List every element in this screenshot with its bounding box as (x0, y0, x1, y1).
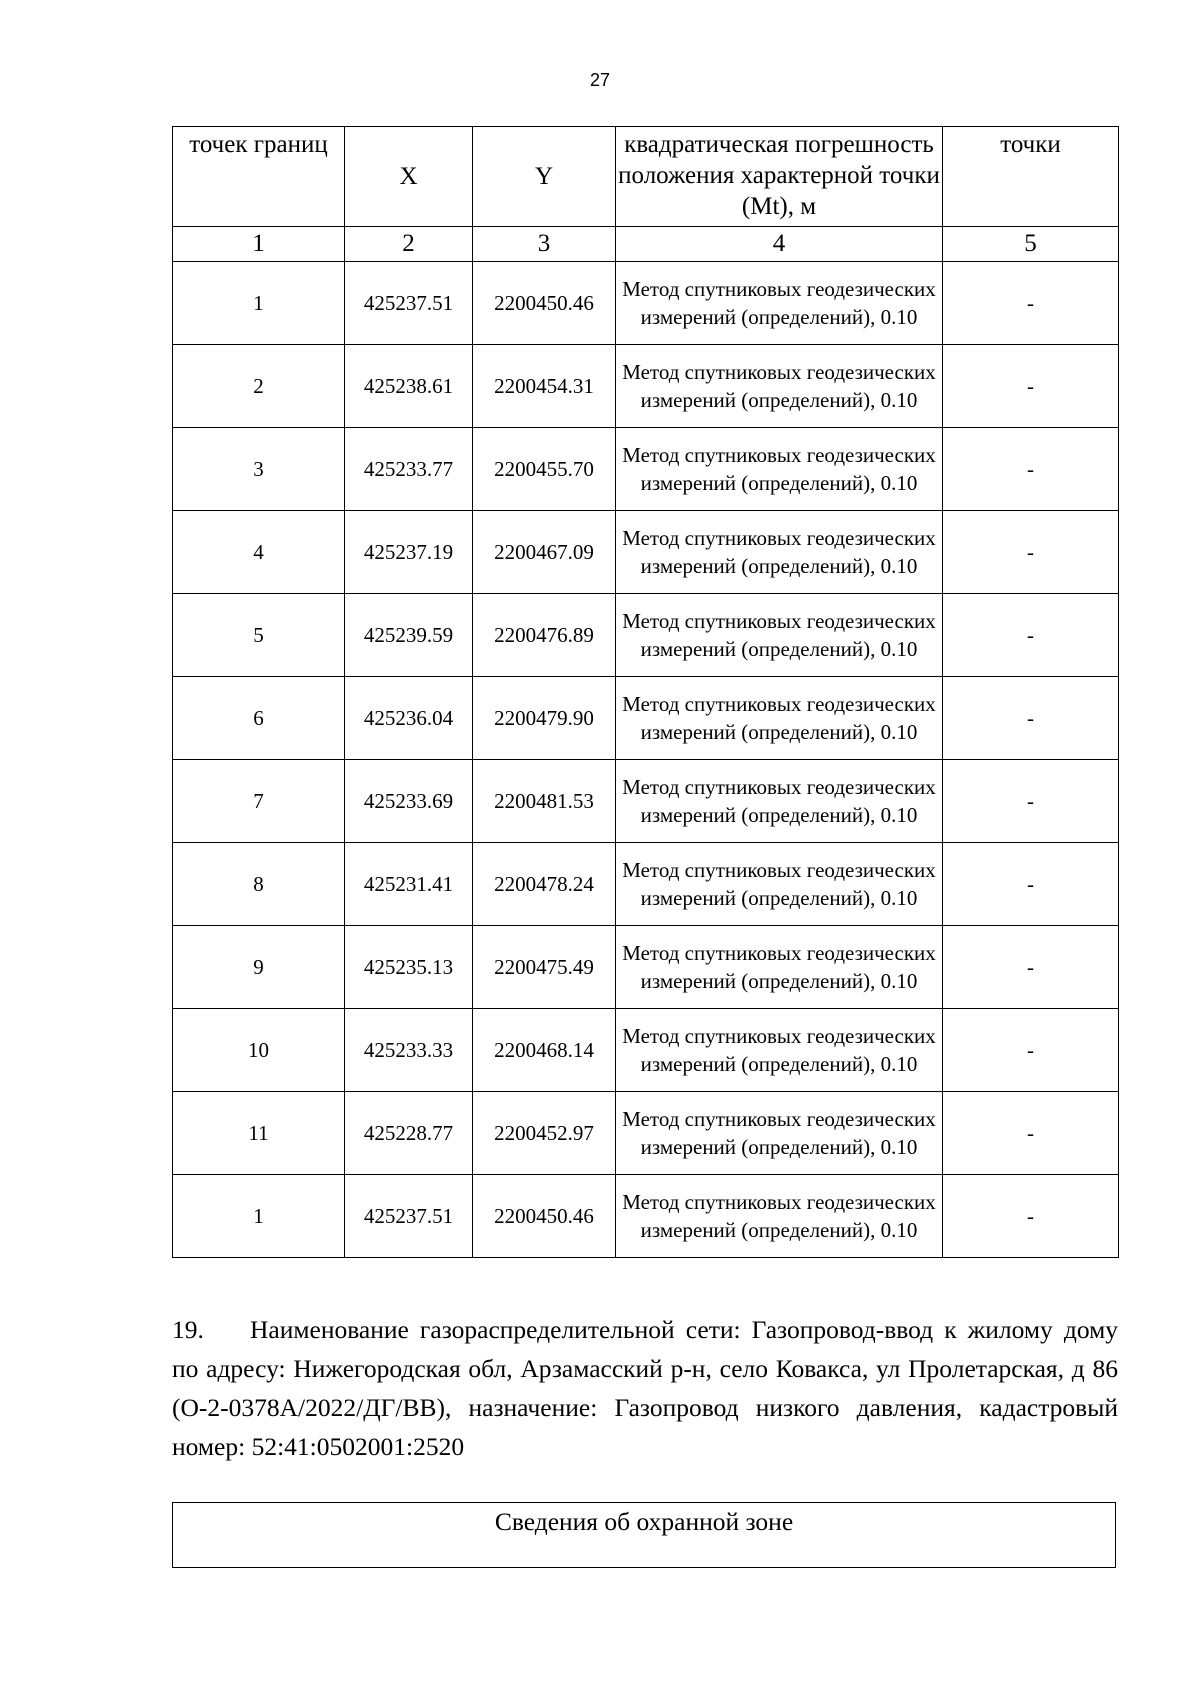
cell-note: - (943, 1175, 1119, 1258)
page-number: 27 (589, 70, 611, 90)
column-number: 2 (345, 227, 473, 262)
cell-y: 2200467.09 (473, 511, 616, 594)
cell-method: Метод спутниковых геодезических измерений (определений), 0.10 (616, 1092, 943, 1175)
cell-x: 425238.61 (345, 345, 473, 428)
cell-method: Метод спутниковых геодезических измерений (определений), 0.10 (616, 594, 943, 677)
table-header-row (173, 127, 1119, 227)
cell-point: 4 (173, 511, 345, 594)
cell-y: 2200475.49 (473, 926, 616, 1009)
cell-point: 1 (173, 262, 345, 345)
cell-y: 2200481.53 (473, 760, 616, 843)
cell-method: Метод спутниковых геодезических измерений (определений), 0.10 (616, 677, 943, 760)
cell-method: Метод спутниковых геодезических измерений (определений), 0.10 (616, 511, 943, 594)
cell-y: 2200450.46 (473, 262, 616, 345)
cell-note: - (943, 345, 1119, 428)
table-row (173, 345, 1119, 428)
cell-method: Метод спутниковых геодезических измерений (определений), 0.10 (616, 1009, 943, 1092)
cell-note: - (943, 594, 1119, 677)
cell-x: 425231.41 (345, 843, 473, 926)
cell-y: 2200455.70 (473, 428, 616, 511)
section-paragraph (172, 1310, 1118, 1466)
cell-point: 9 (173, 926, 345, 1009)
cell-method: Метод спутниковых геодезических измерений (определений), 0.10 (616, 760, 943, 843)
header-cell-x: X (345, 127, 473, 227)
cell-y: 2200478.24 (473, 843, 616, 926)
cell-y: 2200468.14 (473, 1009, 616, 1092)
cell-point: 8 (173, 843, 345, 926)
table-row (173, 926, 1119, 1009)
cell-method: Метод спутниковых геодезических измерений (определений), 0.10 (616, 345, 943, 428)
cell-y: 2200454.31 (473, 345, 616, 428)
cell-method: Метод спутниковых геодезических измерений (определений), 0.10 (616, 843, 943, 926)
cell-x: 425239.59 (345, 594, 473, 677)
column-number: 5 (943, 227, 1119, 262)
cell-y: 2200452.97 (473, 1092, 616, 1175)
column-number: 4 (616, 227, 943, 262)
cell-note: - (943, 1009, 1119, 1092)
cell-x: 425235.13 (345, 926, 473, 1009)
cell-point: 3 (173, 428, 345, 511)
column-number: 3 (473, 227, 616, 262)
cell-x: 425237.19 (345, 511, 473, 594)
cell-point: 5 (173, 594, 345, 677)
cell-method: Метод спутниковых геодезических измерений (определений), 0.10 (616, 926, 943, 1009)
cell-y: 2200479.90 (473, 677, 616, 760)
table-row (173, 428, 1119, 511)
cell-x: 425233.69 (345, 760, 473, 843)
cell-y: 2200476.89 (473, 594, 616, 677)
column-number: 1 (173, 227, 345, 262)
cell-x: 425233.77 (345, 428, 473, 511)
table-row (173, 843, 1119, 926)
coordinates-table (172, 126, 1119, 1258)
cell-x: 425228.77 (345, 1092, 473, 1175)
cell-point: 7 (173, 760, 345, 843)
cell-point: 6 (173, 677, 345, 760)
table-row (173, 262, 1119, 345)
cell-x: 425237.51 (345, 262, 473, 345)
table-row (173, 511, 1119, 594)
header-cell-point: точек границ (173, 127, 345, 227)
cell-note: - (943, 428, 1119, 511)
cell-x: 425237.51 (345, 1175, 473, 1258)
table-row (173, 594, 1119, 677)
cell-y: 2200450.46 (473, 1175, 616, 1258)
protection-zone-title: Сведения об охранной зоне (494, 1507, 794, 1536)
header-cell-y: Y (473, 127, 616, 227)
cell-x: 425236.04 (345, 677, 473, 760)
header-cell-note: точки (943, 127, 1119, 227)
section-number: 19. (172, 1315, 204, 1344)
table-row (173, 760, 1119, 843)
table-row (173, 1009, 1119, 1092)
section-text: Наименование газораспределительной сети: Газопровод-ввод к жилому дому по адресу: Нижегородская обл, Арзамасский р-н, село Ковакса, ул Пролетарская, д 86 (О-2-0378А/2022/ДГ/ВВ), назначение: Газопровод низкого давления, кадастровый номер: 52:41:0502001:2520 (172, 1315, 1118, 1461)
protection-zone-box (172, 1502, 1116, 1568)
cell-x: 425233.33 (345, 1009, 473, 1092)
table-row (173, 1175, 1119, 1258)
table-row (173, 677, 1119, 760)
cell-note: - (943, 677, 1119, 760)
cell-note: - (943, 760, 1119, 843)
cell-point: 10 (173, 1009, 345, 1092)
table-row (173, 1092, 1119, 1175)
cell-point: 11 (173, 1092, 345, 1175)
cell-note: - (943, 926, 1119, 1009)
cell-note: - (943, 511, 1119, 594)
header-cell-method: квадратическая погрешность положения характерной точки (Mt), м (616, 127, 943, 227)
cell-method: Метод спутниковых геодезических измерений (определений), 0.10 (616, 428, 943, 511)
cell-point: 1 (173, 1175, 345, 1258)
cell-method: Метод спутниковых геодезических измерений (определений), 0.10 (616, 1175, 943, 1258)
cell-note: - (943, 843, 1119, 926)
cell-note: - (943, 1092, 1119, 1175)
cell-note: - (943, 262, 1119, 345)
cell-method: Метод спутниковых геодезических измерений (определений), 0.10 (616, 262, 943, 345)
cell-point: 2 (173, 345, 345, 428)
column-number-row (173, 227, 1119, 262)
